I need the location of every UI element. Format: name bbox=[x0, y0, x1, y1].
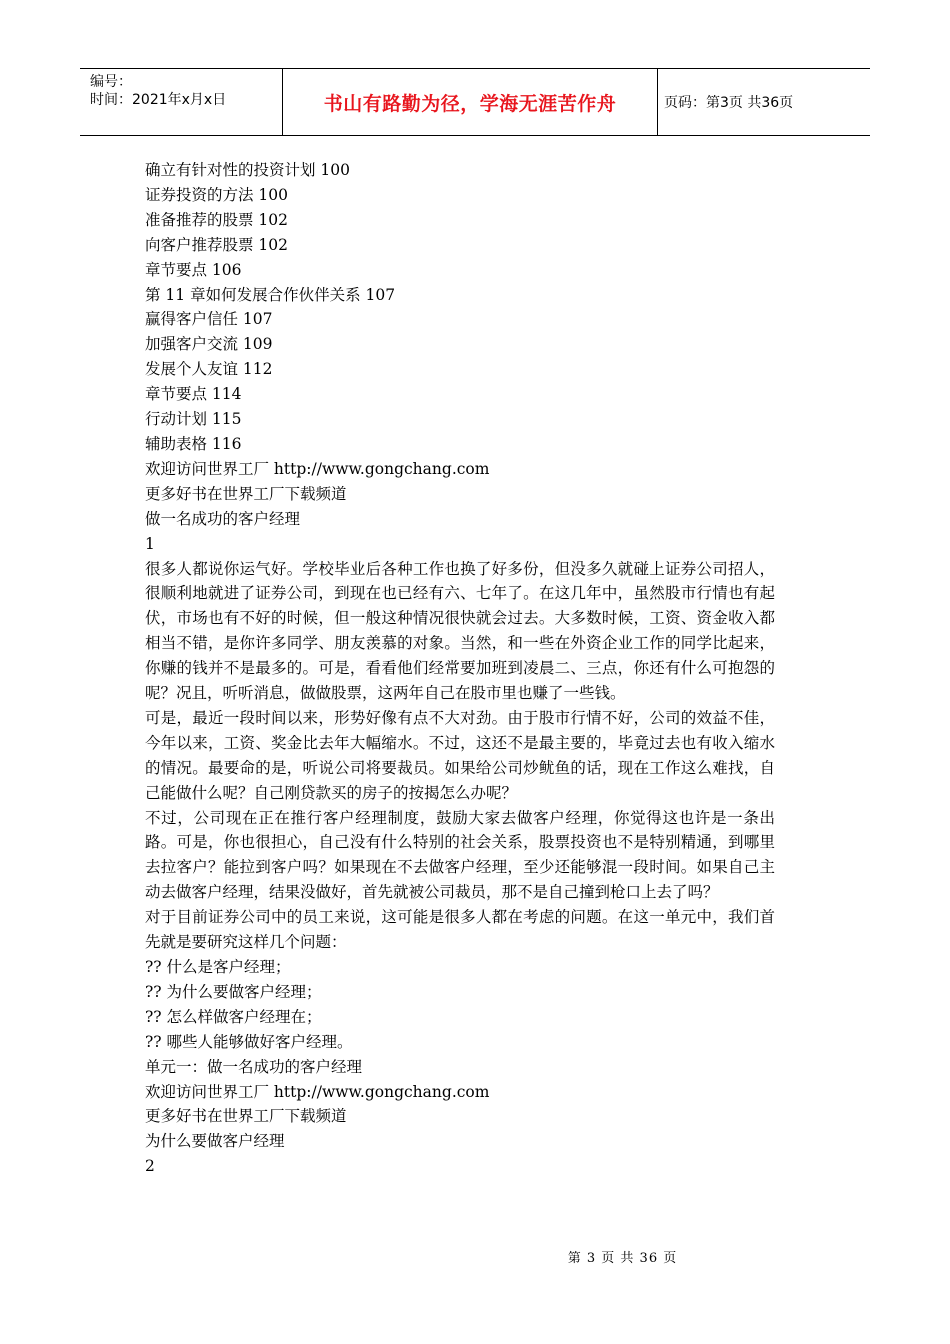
toc-line: 第 11 章如何发展合作伙伴关系 107 bbox=[145, 285, 396, 304]
page-header bbox=[80, 68, 870, 136]
body-paragraph: 对于目前证券公司中的员工来说，这可能是很多人都在考虑的问题。在这一单元中，我们首先就是要研究这样几个问题： bbox=[145, 908, 775, 952]
text-line: 为什么要做客户经理 bbox=[145, 1132, 285, 1151]
list-item: ?? 哪些人能够做好客户经理。 bbox=[145, 1032, 353, 1051]
body-paragraph: 可是，最近一段时间以来，形势好像有点不大对劲。由于股市行情不好，公司的效益不佳，今年以来，工资、奖金比去年大幅缩水。不过，这还不是最主要的，毕竟过去也有收入缩水的情况。最要命的是，听说公司将要裁员。如果给公司炒鱿鱼的话，现在工作这么难找，自己能做什么呢？自己刚贷款买的房子的按揭怎么办呢？ bbox=[145, 708, 775, 802]
toc-line: 欢迎访问世界工厂 http://www.gongchang.com bbox=[145, 459, 490, 478]
toc-line: 发展个人友谊 112 bbox=[145, 360, 273, 379]
header-page-info: 页码：第3页 共36页 bbox=[664, 95, 794, 111]
body-paragraph: 很多人都说你运气好。学校毕业后各种工作也换了好多份，但没多久就碰上证券公司招人，很顺利地就进了证券公司，到现在也已经有六、七年了。在这几年中，虽然股市行情也有起伏，市场也有不好的时候，但一般这种情况很快就会过去。大多数时候，工资、资金收入都相当不错，是你许多同学、朋友羡慕的对象。当然，和一些在外资企业工作的同学比起来，你赚的钱并不是最多的。可是，看看他们经常要加班到凌晨二、三点，你还有什么可抱怨的呢？况且，听听消息，做做股票，这两年自己在股市里也赚了一些钱。 bbox=[145, 559, 775, 703]
text-line: 2 bbox=[145, 1157, 155, 1176]
list-item: ?? 怎么样做客户经理在； bbox=[145, 1007, 322, 1026]
toc-line: 赢得客户信任 107 bbox=[145, 310, 273, 329]
toc-line: 确立有针对性的投资计划 100 bbox=[145, 161, 351, 179]
header-date-label: 时间：2021年x月x日 bbox=[90, 92, 227, 108]
list-item: ?? 什么是客户经理； bbox=[145, 958, 291, 976]
header-info-cell bbox=[80, 69, 283, 135]
text-line: 欢迎访问世界工厂 http://www.gongchang.com bbox=[145, 1082, 490, 1101]
toc-line: 准备推荐的股票 102 bbox=[145, 210, 289, 229]
header-motto: 书山有路勤为径，学海无涯苦作舟 bbox=[283, 69, 658, 135]
header-number-label: 编号： bbox=[90, 74, 132, 90]
toc-line: 证券投资的方法 100 bbox=[145, 185, 289, 204]
page-footer: 第 3 页 共 36 页 bbox=[567, 1251, 678, 1266]
document-body bbox=[145, 158, 775, 1179]
toc-line: 更多好书在世界工厂下载频道 bbox=[145, 484, 347, 503]
toc-line: 做一名成功的客户经理 bbox=[145, 509, 301, 528]
toc-line: 章节要点 114 bbox=[145, 385, 242, 404]
toc-line: 向客户推荐股票 102 bbox=[145, 235, 289, 254]
toc-line: 行动计划 115 bbox=[145, 410, 242, 429]
text-line: 单元一：做一名成功的客户经理 bbox=[145, 1057, 363, 1076]
text-line: 更多好书在世界工厂下载频道 bbox=[145, 1107, 347, 1126]
toc-line: 1 bbox=[145, 534, 155, 553]
toc-line: 辅助表格 116 bbox=[145, 434, 242, 453]
toc-line: 章节要点 106 bbox=[145, 260, 242, 279]
list-item: ?? 为什么要做客户经理； bbox=[145, 982, 322, 1001]
toc-line: 加强客户交流 109 bbox=[145, 335, 273, 354]
body-paragraph: 不过，公司现在正在推行客户经理制度，鼓励大家去做客户经理，你觉得这也许是一条出路。可是，你也很担心，自己没有什么特别的社会关系，股票投资也不是特别精通，到哪里去拉客户？能拉到客户吗？如果现在不去做客户经理，至少还能够混一段时间。如果自己主动去做客户经理，结果没做好，首先就被公司裁员，那不是自己撞到枪口上去了吗？ bbox=[145, 808, 775, 902]
